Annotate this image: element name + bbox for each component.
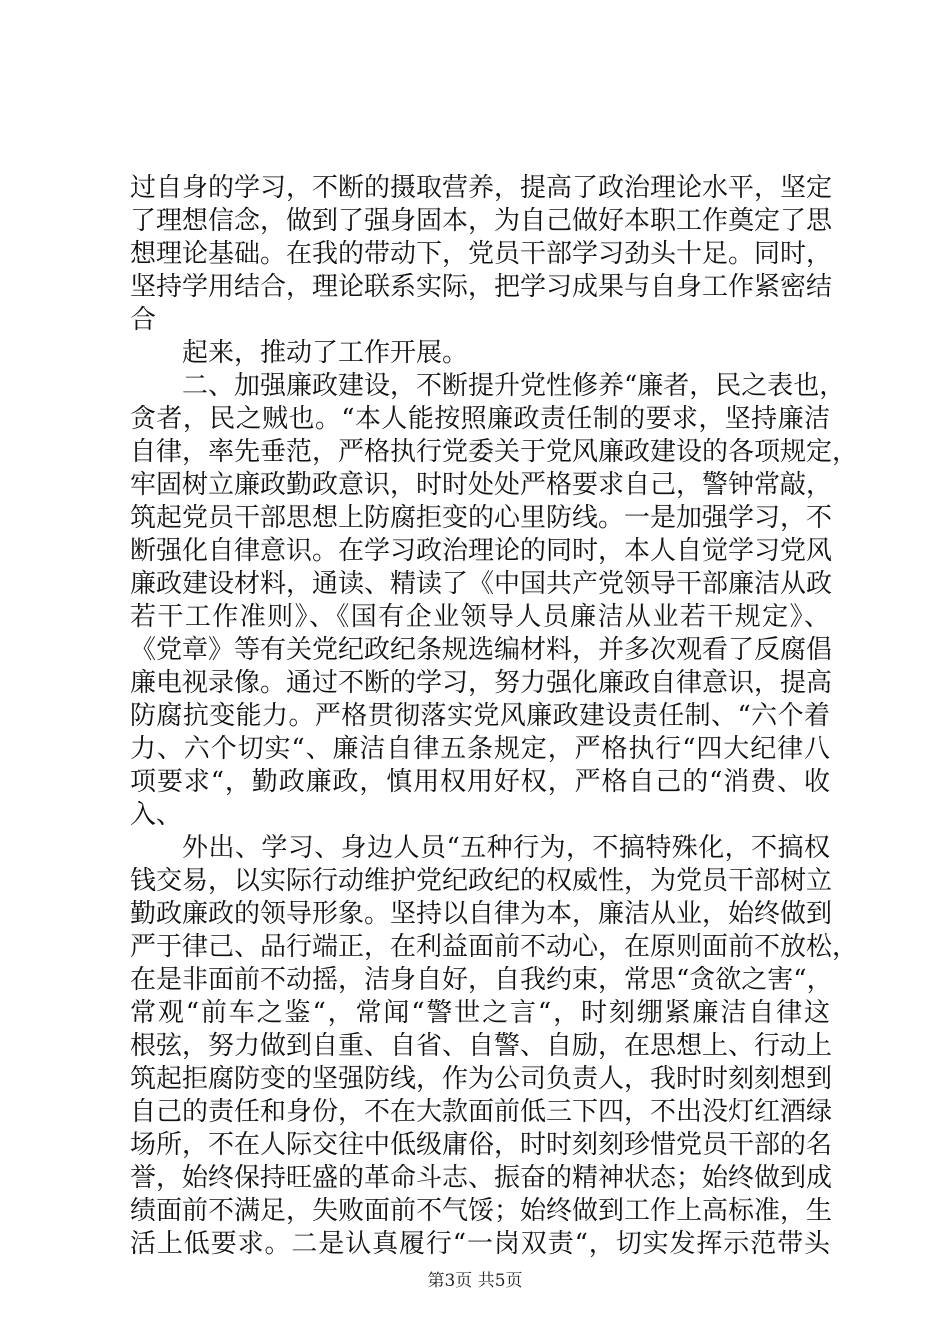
text-line: 筑起拒腐防变的坚强防线，作为公司负责人，我时时刻刻想到 — [130, 1064, 833, 1094]
text-line: 誉，始终保持旺盛的革命斗志、振奋的精神状态；始终做到成 — [130, 1163, 833, 1193]
text-line: 廉电视录像。通过不断的学习，努力强化廉政自律意识，提高 — [130, 668, 833, 698]
text-line: 筑起党员干部思想上防腐拒变的心里防线。一是加强学习，不 — [130, 503, 833, 533]
text-line: 自律，率先垂范，严格执行党委关于党风廉政建设的各项规定， — [130, 437, 859, 467]
text-line: 廉政建设材料，通读、精读了《中国共产党领导干部廉洁从政 — [130, 569, 833, 599]
text-line: 想理论基础。在我的带动下，党员干部学习劲头十足。同时， — [130, 239, 833, 269]
text-line: 场所，不在人际交往中低级庸俗，时时刻刻珍惜党员干部的名 — [130, 1130, 833, 1160]
text-line: 合 — [130, 305, 157, 335]
text-line: 常观“前车之鉴“，常闻“警世之言“，时刻绷紧廉洁自律这 — [130, 998, 830, 1028]
text-line: 根弦，努力做到自重、自省、自警、自励，在思想上、行动上 — [130, 1031, 833, 1061]
section-heading-line: 二、加强廉政建设，不断提升党性修养“廉者，民之表也， — [182, 371, 846, 401]
text-line: 坚持学用结合，理论联系实际，把学习成果与自身工作紧密结 — [130, 272, 833, 302]
text-line: 若干工作准则》、《国有企业领导人员廉洁从业若干规定》、 — [130, 602, 830, 632]
text-line: 钱交易，以实际行动维护党纪政纪的权威性，为党员干部树立 — [130, 866, 833, 896]
text-line: 项要求“，勤政廉政，慎用权用好权，严格自己的“消费、收 — [130, 767, 830, 797]
paragraph-start-line: 外出、学习、身边人员“五种行为，不搞特殊化，不搞权 — [182, 833, 830, 863]
text-line: 活上低要求。二是认真履行“一岗双责“，切实发挥示范带头 — [130, 1229, 830, 1259]
text-line: 牢固树立廉政勤政意识，时时处处严格要求自己，警钟常敲， — [130, 470, 833, 500]
text-line: 贪者，民之贼也。“本人能按照廉政责任制的要求，坚持廉洁 — [130, 404, 830, 434]
page-number-footer: 第3页 共5页 — [427, 1271, 523, 1291]
text-line: 《党章》等有关党纪政纪条规选编材料，并多次观看了反腐倡 — [130, 635, 833, 665]
text-line: 严于律己、品行端正，在利益面前不动心，在原则面前不放松， — [130, 932, 859, 962]
paragraph-start-line: 起来，推动了工作开展。 — [182, 338, 469, 368]
text-line: 勤政廉政的领导形象。坚持以自律为本，廉洁从业，始终做到 — [130, 899, 833, 929]
text-line: 在是非面前不动摇，洁身自好，自我约束，常思“贪欲之害“， — [130, 965, 833, 995]
text-line: 断强化自律意识。在学习政治理论的同时，本人自觉学习党风 — [130, 536, 833, 566]
text-line: 自己的责任和身份，不在大款面前低三下四，不出没灯红酒绿 — [130, 1097, 833, 1127]
text-line: 力、六个切实“、廉洁自律五条规定，严格执行“四大纪律八 — [130, 734, 830, 764]
text-line: 防腐抗变能力。严格贯彻落实党风廉政建设责任制、“六个着 — [130, 701, 830, 731]
text-line: 绩面前不满足，失败面前不气馁；始终做到工作上高标准，生 — [130, 1196, 833, 1226]
text-line: 了理想信念，做到了强身固本，为自己做好本职工作奠定了思 — [130, 206, 833, 236]
body-text — [130, 172, 859, 1261]
text-line: 入、 — [130, 800, 183, 830]
text-line: 过自身的学习，不断的摄取营养，提高了政治理论水平，坚定 — [130, 173, 833, 203]
